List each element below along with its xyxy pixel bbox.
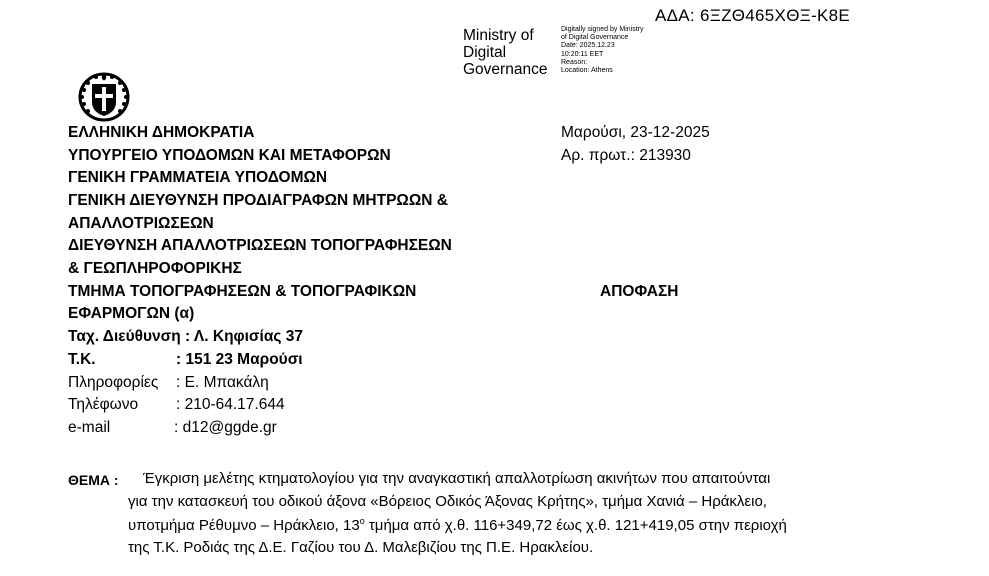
header-line: ΓΕΝΙΚΗ ΓΡΑΜΜΑΤΕΙΑ ΥΠΟΔΟΜΩΝ <box>68 169 328 186</box>
signature-ministry-name: Ministry of Digital Governance <box>463 27 548 78</box>
header-line: ΕΦΑΡΜΟΓΩΝ (α) <box>68 305 195 322</box>
header-line: ΔΙΕΥΘΥΝΣΗ ΑΠΑΛΛΟΤΡΙΩΣΕΩΝ ΤΟΠΟΓΡΑΦΗΣΕΩΝ <box>68 237 452 254</box>
subject-line: της Τ.Κ. Ροδιάς της Δ.Ε. Γαζίου του Δ. Μαλεβιζίου της Π.Ε. Ηρακλείου. <box>128 539 594 556</box>
greek-coat-of-arms-icon <box>78 72 130 122</box>
header-line: ΕΛΛΗΝΙΚΗ ΔΗΜΟΚΡΑΤΙΑ <box>68 124 255 141</box>
info-value: : Ε. Μπακάλη <box>176 374 269 391</box>
ada-code: ΑΔΑ: 6ΞΖΘ465ΧΘΞ-Κ8Ε <box>655 6 851 25</box>
postal-address: Ταχ. Διεύθυνση : Λ. Κηφισίας 37 <box>68 328 303 345</box>
phone-label: Τηλέφωνο <box>68 396 139 413</box>
email-value: : d12@ggde.gr <box>174 419 277 436</box>
subject-label: ΘΕΜΑ : <box>68 472 119 488</box>
phone-value: : 210-64.17.644 <box>176 396 285 413</box>
email-label: e-mail <box>68 419 111 436</box>
info-label: Πληροφορίες <box>68 374 159 391</box>
protocol-number: Αρ. πρωτ.: 213930 <box>561 147 691 164</box>
subject-line: για την κατασκευή του οδικού άξονα «Βόρειος Οδικός Άξονας Κρήτης», τμήμα Χανιά – Ηράκλειο, <box>128 493 767 510</box>
header-line: ΑΠΑΛΛΟΤΡΙΩΣΕΩΝ <box>68 215 214 232</box>
postal-code-label: Τ.Κ. <box>68 351 96 368</box>
header-line: & ΓΕΩΠΛΗΡΟΦΟΡΙΚΗΣ <box>68 260 242 277</box>
digital-signature-details: Digitally signed by Ministry of Digital Governance Date: 2025.12.23 10:20:11 EET Reason: Location: Athens <box>561 26 644 75</box>
header-line: ΤΜΗΜΑ ΤΟΠΟΓΡΑΦΗΣΕΩΝ & ΤΟΠΟΓΡΑΦΙΚΩΝ <box>68 283 417 300</box>
subject-line: υποτμήμα Ρέθυμνο – Ηράκλειο, $13^o$ τμήμα από χ.θ. 116+349,72 έως χ.θ. 121+419,05 στην περιοχή <box>128 516 787 534</box>
subject-line: Έγκριση μελέτης κτηματολογίου για την αναγκαστική απαλλοτρίωση ακινήτων που απαιτούνται <box>143 470 771 487</box>
postal-code-value: : 151 23 Μαρούσι <box>176 351 303 368</box>
decision-title: ΑΠΟΦΑΣΗ <box>600 283 679 300</box>
header-line: ΥΠΟΥΡΓΕΙΟ ΥΠΟΔΟΜΩΝ ΚΑΙ ΜΕΤΑΦΟΡΩΝ <box>68 147 391 164</box>
document-date: Μαρούσι, 23-12-2025 <box>561 124 710 141</box>
header-line: ΓΕΝΙΚΗ ΔΙΕΥΘΥΝΣΗ ΠΡΟΔΙΑΓΡΑΦΩΝ ΜΗΤΡΩΩΝ & <box>68 192 448 209</box>
